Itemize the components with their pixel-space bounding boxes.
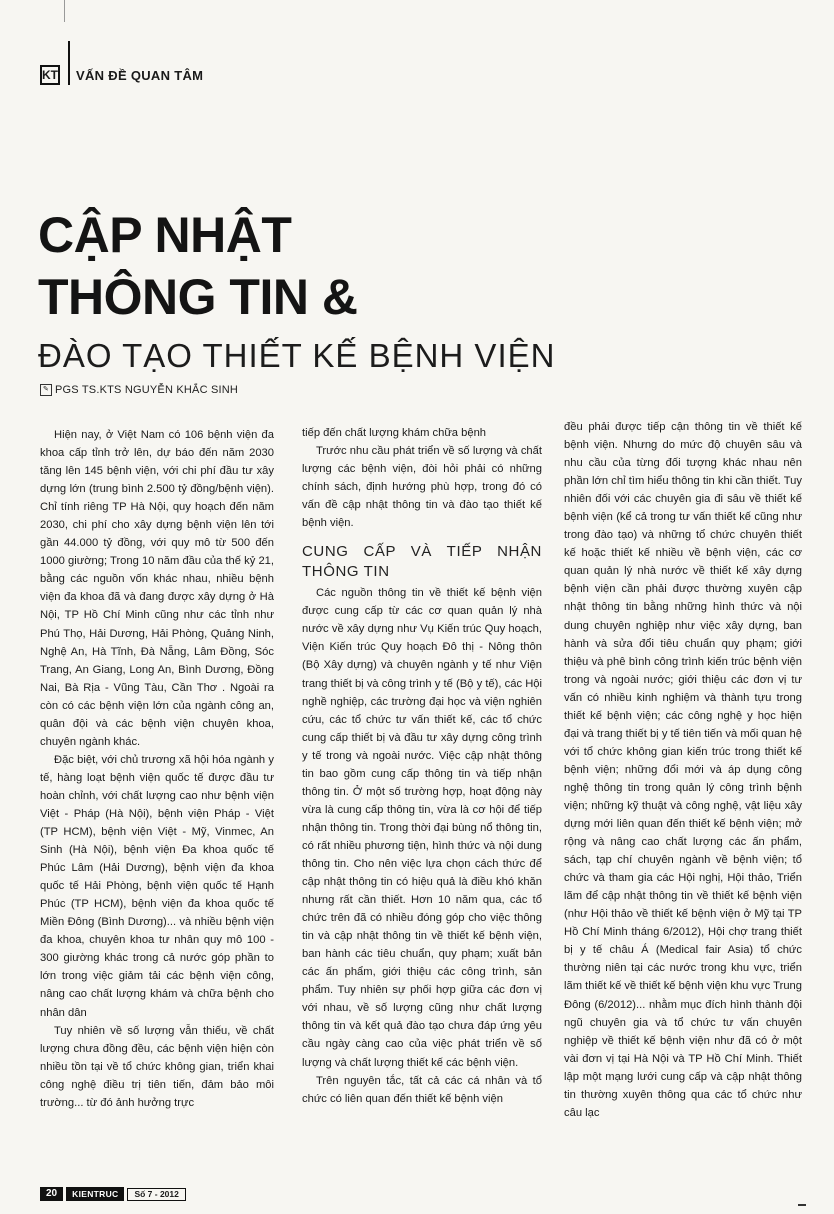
text-column-3	[564, 418, 802, 1122]
paragraph: đều phải được tiếp cận thông tin về thiết kế bệnh viện. Nhưng do mức độ chuyên sâu và nhu cầu của từng đối tượng khác nhau nên phần lớn chỉ tìm hiểu thông tin khi cần thiết. Tuy nhiên đối với các chuyên gia đi sâu về thiết kế bệnh viện (kể cả trong tư vấn thiết kế cũng như trong đào tạo) và những tổ chức chuyên thiết kế hoặc thiết kế nhiều về bệnh viện, các cơ quan quản lý nhà nước về thiết kế xây dựng bệnh viện cần phải được thường xuyên cập nhật thông tin bằng những hình thức và nội dung chuyên nghiệp như việc xây dựng, ban hành và sửa đổi tiêu chuẩn quy phạm; giới thiệu và phê bình công trình kiến trúc bệnh viện trong và ngoài nước; giới thiệu các đơn vị tư vấn có nhiều kinh nghiệm và thành tựu trong thiết kế bệnh viện; các công nghệ y học hiện đại và trang thiết bị y tế tiên tiến và mối quan hệ với tổ chức không gian kiến trúc trong thiết kế bệnh viện; những đổi mới và áp dụng công nghệ thông tin trong quản lý công trình bệnh viện; những kỹ thuật và công nghệ, vật liệu xây dựng mới liên quan đến thiết kế bệnh viện; mở rộng và nâng cao chất lượng các ấn phẩm, sách, tạp chí chuyên ngành về bệnh viện; tổ chức và tham gia các Hội nghị, Hội thảo, Triển lãm để cập nhật thông tin về thiết kế bệnh viện (như Hội thảo về thiết kế bệnh viện ở Mỹ tại TP Hồ Chí Minh tháng 6/2012), Hội chợ trang thiết bị y tế châu Á (Medical fair Asia) tổ chức thường niên tại các nước trong khu vực, triển lãm thiết kế về thiết kế bệnh viện khu vực Trung Đông (6/2012)... nhằm mục đích hình thành đội ngũ chuyên gia và tổ chức tư vấn chuyên nghiệp về thiết kế bệnh viện như đã có ở một vài đơn vị tại Hà Nội và TP Hồ Chí Minh. Thiết lập một mạng lưới cung cấp và cập nhật thông tin thường xuyên thông qua các tổ chức như câu lạc	[564, 421, 802, 1119]
title-line-1: CẬP NHẬT	[38, 207, 292, 263]
section-header	[40, 60, 203, 90]
page-footer	[40, 1187, 186, 1201]
paragraph: Đặc biệt, với chủ trương xã hội hóa ngành y tế, hàng loạt bệnh viện quốc tế được đầu tư hoàn chỉnh, với chất lượng cao như bệnh viện Việt - Pháp (Hà Nội), bệnh viện Pháp - Việt (TP HCM), bệnh viện Việt - Mỹ, Vinmec, An Sinh (Hà Nội), bệnh viện Đa khoa quốc tế Phúc Lâm (Hải Dương), bệnh viện đa khoa quốc tế Hải Phòng, bệnh viện quốc tế Hạnh Phúc (TP HCM), bệnh viện đa khoa quốc tế Miền Đông (Bình Dương)... và nhiều bệnh viện đa khoa, chuyên khoa tư nhân quy mô 100 - 300 giường khác trong cả nước góp phần to lớn trong việc giảm tải các bệnh viện công, nâng cao chất lượng khám và chữa bệnh cho nhân dân	[40, 753, 274, 1019]
corner-dash	[798, 1204, 806, 1206]
top-tick-mark	[64, 0, 65, 22]
magazine-logo-icon: KT	[40, 65, 60, 85]
paragraph: Trước nhu cầu phát triển về số lượng và chất lượng các bệnh viện, đòi hỏi phải có những chính sách, định hướng phù hợp, trong đó có vấn đề cập nhật thông tin và đào tạo thiết kế bệnh viện.	[302, 445, 542, 530]
pen-icon: ✎	[40, 384, 52, 396]
paragraph: Trên nguyên tắc, tất cả các cá nhân và tổ chức có liên quan đến thiết kế bệnh viện	[302, 1074, 542, 1105]
paragraph: Tuy nhiên về số lượng vẫn thiếu, về chất lượng chưa đồng đều, các bệnh viện hiện còn nhiều tồn tại về tổ chức không gian, triển khai công nghệ điều trị tiên tiến, đảm bảo môi trường... từ đó ảnh hưởng trực	[40, 1024, 274, 1109]
header-divider	[68, 41, 70, 85]
paragraph: Hiện nay, ở Việt Nam có 106 bệnh viện đa khoa cấp tỉnh trở lên, dự báo đến năm 2030 tăng lên 145 bệnh viện, với chi phí đầu tư xây dựng lớn (trung bình 2.500 tỷ đồng/bệnh viện). Chỉ tính riêng TP Hà Nội, quy hoạch đến năm 2030, chi phí cho xây dựng bệnh viện lên tới gần 44.000 tỷ đồng, với quy mô từ 500 đến 1000 giường; Trong 10 năm đầu của thế kỷ 21, bằng các nguồn vốn khác nhau, nhiều bệnh viện đa khoa đã và đang được xây dựng ở Hà Nội, TP Hồ Chí Minh cũng như các tỉnh như Phú Thọ, Hải Dương, Hải Phòng, Quảng Ninh, Nghệ An, Hà Tĩnh, Đà Nẵng, Lâm Đồng, Sóc Trang, An Giang, Long An, Bình Dương, Đồng Nai, Bà Rịa - Vũng Tàu, Cần Thơ . Ngoài ra còn có các bệnh viện lớn của ngành công an, quân đội và các bệnh viện chuyên khoa, chuyên ngành khác.	[40, 429, 274, 748]
magazine-name: KIENTRUC	[66, 1187, 124, 1201]
text-column-2	[302, 424, 542, 1108]
author-byline	[40, 384, 238, 396]
title-line-3: ĐÀO TẠO THIẾT KẾ BỆNH VIỆN	[38, 337, 556, 374]
section-label: VẤN ĐỀ QUAN TÂM	[76, 67, 204, 83]
paragraph: Các nguồn thông tin về thiết kế bệnh viện được cung cấp từ các cơ quan quản lý nhà nước về xây dựng như Vụ Kiến trúc Quy hoạch, Viện Kiến trúc Quy hoạch Đô thị - Nông thôn (Bộ Xây dựng) và chuyên ngành y tế như Viện trang thiết bị và công trình y tế (Bộ y tế), các Hội nghề nghiệp, các trường đại học và viện nghiên cứu, các tổ chức tư vấn thiết kế, các tổ chức cung cấp thiết bị và đầu tư xây dựng công trình y tế trong và ngoài nước. Việc cập nhật thông tin bao gồm cung cấp thông tin và tiếp nhận thông tin. Ở một số trường hợp, hoạt động này vừa là cung cấp thông tin, vừa là cơ hội để tiếp nhận thông tin. Trong thời đại bùng nổ thông tin, có rất nhiều phương tiện, hình thức và nội dung thông tin. Cho nên việc lựa chọn cách thức để cập nhật thông tin có hiệu quả là điều khó khăn nhưng rất cần thiết. Hơn 10 năm qua, các tổ chức trên đã có nhiều đóng góp cho việc thông tin và cập nhật thông tin về thiết kế bệnh viện, ban hành các tiêu chuẩn, quy phạm; xuất bản các ấn phẩm, giới thiệu các công trình, sản phẩm. Tuy nhiên sự phối hợp giữa các đơn vị với nhau, về số lượng cũng như chất lượng thông tin và kết quả đào tạo chưa đáp ứng yêu cầu ngày càng cao của việc phát triển về số lượng và chất lượng thiết kế các bệnh viện.	[302, 587, 542, 1069]
text-column-1	[40, 426, 274, 1112]
article-title	[38, 204, 555, 380]
page-number: 20	[40, 1187, 63, 1201]
author-name: PGS TS.KTS NGUYỄN KHẮC SINH	[55, 384, 239, 396]
issue-number: Số 7 - 2012	[127, 1188, 185, 1201]
subheading: CUNG CẤP VÀ TIẾP NHẬN THÔNG TIN	[302, 543, 542, 581]
paragraph: tiếp đến chất lượng khám chữa bệnh	[302, 427, 487, 439]
title-line-2: THÔNG TIN &	[38, 269, 358, 325]
